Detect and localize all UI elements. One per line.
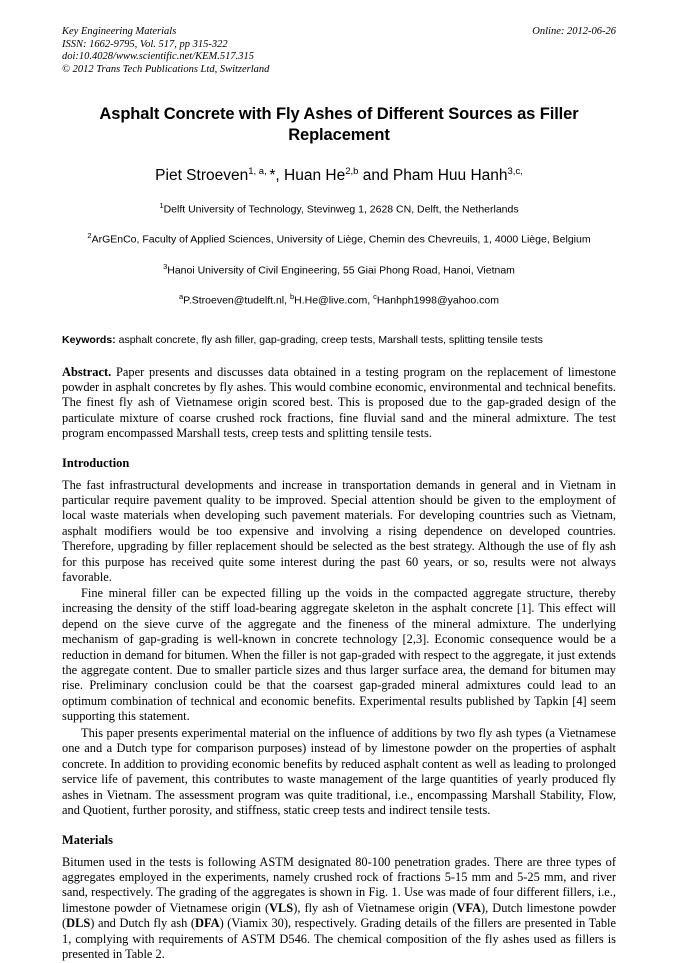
affiliation-3 — [62, 259, 616, 279]
author-2-name: Huan He — [284, 167, 346, 185]
author-2-sup: 2,b — [345, 166, 359, 178]
email-c: Hanhph1998@yahoo.com — [376, 294, 499, 307]
author-1-name: Piet Stroeven — [155, 167, 249, 185]
journal-name: Key Engineering Materials — [62, 26, 177, 37]
author-emails — [62, 289, 616, 309]
materials-paragraph-1: Bitumen used in the tests is following ASTM designated 80-100 penetration grades. There are three types of aggregates employed in the experiments, namely crushed rock of fractions 5-15 mm and 5-25 mm, and river sand, respectively. The grading of the aggregates is shown in Fig. 1. Use was made of four different fillers, i.e., limestone powder of Vietnamese origin (VLS), fly ash of Vietnamese origin (VFA), Dutch limestone powder (DLS) and Dutch fly ash (DFA) (Viamix 30), respectively. Grading details of the fillers are presented in Table 1, complying with requirements of ASTM D546. The chemical composition of the fly ashes used as fillers is presented in Table 2. — [62, 854, 617, 962]
affiliation-2-sup: 2 — [87, 231, 92, 241]
author-3-name: Pham Huu Hanh — [392, 167, 508, 185]
online-date: Online: 2012-06-26 — [532, 26, 616, 37]
journal-issn: ISSN: 1662-9795, Vol. 517, pp 315-322 — [62, 38, 228, 50]
abstract-label: Abstract. — [62, 364, 112, 379]
section-heading-materials: Materials — [62, 832, 113, 847]
affiliation-3-sup: 3 — [163, 261, 168, 271]
email-c-sup: c — [373, 292, 377, 302]
author-sep-1: , — [275, 167, 285, 185]
author-3-sup: 3,c, — [507, 166, 523, 178]
paper-title: Asphalt Concrete with Fly Ashes of Different Sources as Filler Replacement — [99, 105, 579, 145]
journal-info — [62, 26, 269, 76]
journal-copyright: © 2012 Trans Tech Publications Ltd, Switzerland — [62, 63, 270, 75]
email-b: H.He@live.com, — [294, 294, 374, 307]
keywords-text: asphalt concrete, fly ash filler, gap-grading, creep tests, Marshall tests, splitting tensile tests — [115, 333, 543, 346]
affiliation-1 — [62, 198, 616, 218]
email-a: P.Stroeven@tudelft.nl, — [183, 294, 290, 307]
affiliation-3-text: Hanoi University of Civil Engineering, 55 Giai Phong Road, Hanoi, Vietnam — [167, 264, 515, 277]
affiliation-2 — [62, 228, 616, 248]
keywords-block — [62, 333, 616, 347]
email-b-sup: b — [289, 292, 295, 302]
abstract-block — [62, 365, 616, 442]
author-1-sup: 1, a, — [248, 166, 270, 178]
author-sep-2: and — [358, 167, 393, 185]
affiliation-1-sup: 1 — [159, 200, 164, 210]
journal-doi: doi:10.4028/www.scientific.net/KEM.517.315 — [62, 51, 254, 63]
abstract-text: Paper presents and discusses data obtained in a testing program on the replacement of limestone powder in asphalt concretes by fly ashes. This would combine economic, environmental and technical benefits. The finest fly ash of Vietnamese origin scored best. This is proposed due to the gap-graded design of the particulate mixture of coarse crushed rock fractions, fine fluvial sand and the mineral admixture. The test program encompassed Marshall tests, creep tests and splitting tensile tests. — [62, 364, 616, 441]
page-header — [62, 26, 616, 76]
affiliation-2-text: ArGEnCo, Faculty of Applied Sciences, University of Liège, Chemin des Chevreuils, 1, 4000 Liège, Belgium — [91, 233, 591, 246]
intro-paragraph-3: This paper presents experimental material on the influence of additions by two fly ash types (a Vietnamese one and a Dutch type for comparison purposes) instead of by limestone powder on the properties of asphalt concrete. In addition to providing economic benefits by reduced asphalt content as well as leading to prolonged service life of pavement, this contributes to waste management of the large quantities of yearly produced fly ashes in Vietnam. The assessment program was quite traditional, i.e., encompassing Marshall Stability, Flow, and Quotient, further porosity, and stiffness, static creep tests and indirect tensile tests. — [62, 725, 616, 818]
email-a-sup: a — [179, 292, 184, 302]
intro-paragraph-2: Fine mineral filler can be expected filling up the voids in the compacted aggregate structure, thereby increasing the density of the stiff load-bearing aggregate skeleton in the asphalt concrete [1]. This effect will depend on the sieve curve of the aggregate and the fineness of the mineral admixture. The underlying mechanism of gap-grading is well-known in concrete technology [2,3]. Economic consequence would be a reduction in demand for bitumen. When the filler is not gap-graded with respect to the aggregate, it just extends the aggregate content. Due to smaller particle sizes and thus larger surface area, the demand for bitumen may rise. Preliminary conclusion could be that the coarsest gap-graded mineral admixtures could lead to an optimum combination of technical and economic benefits. Experimental results published by Tapkin [4] seem supporting this statement. — [62, 585, 616, 724]
author-list — [62, 162, 616, 185]
keywords-label: Keywords: — [62, 333, 116, 346]
corresponding-star: * — [269, 167, 276, 185]
section-heading-introduction: Introduction — [62, 455, 130, 470]
intro-paragraph-1: The fast infrastructural developments and increase in transportation demands in general and in Vietnam in particular require pavement quality to be improved. Special attention should be given to the employment of local waste materials when developing such pavement materials. For developing countries such as Vietnam, asphalt modifiers would be too expensive and involving a rising dependence on developed countries. Therefore, upgrading by filler replacement should be selected as the best strategy. Although the use of fly ash for this purpose has received quite some interest during the past 60 years, or so, results were not always favorable. — [62, 477, 616, 585]
affiliation-1-text: Delft University of Technology, Stevinweg 1, 2628 CN, Delft, the Netherlands — [163, 203, 519, 216]
